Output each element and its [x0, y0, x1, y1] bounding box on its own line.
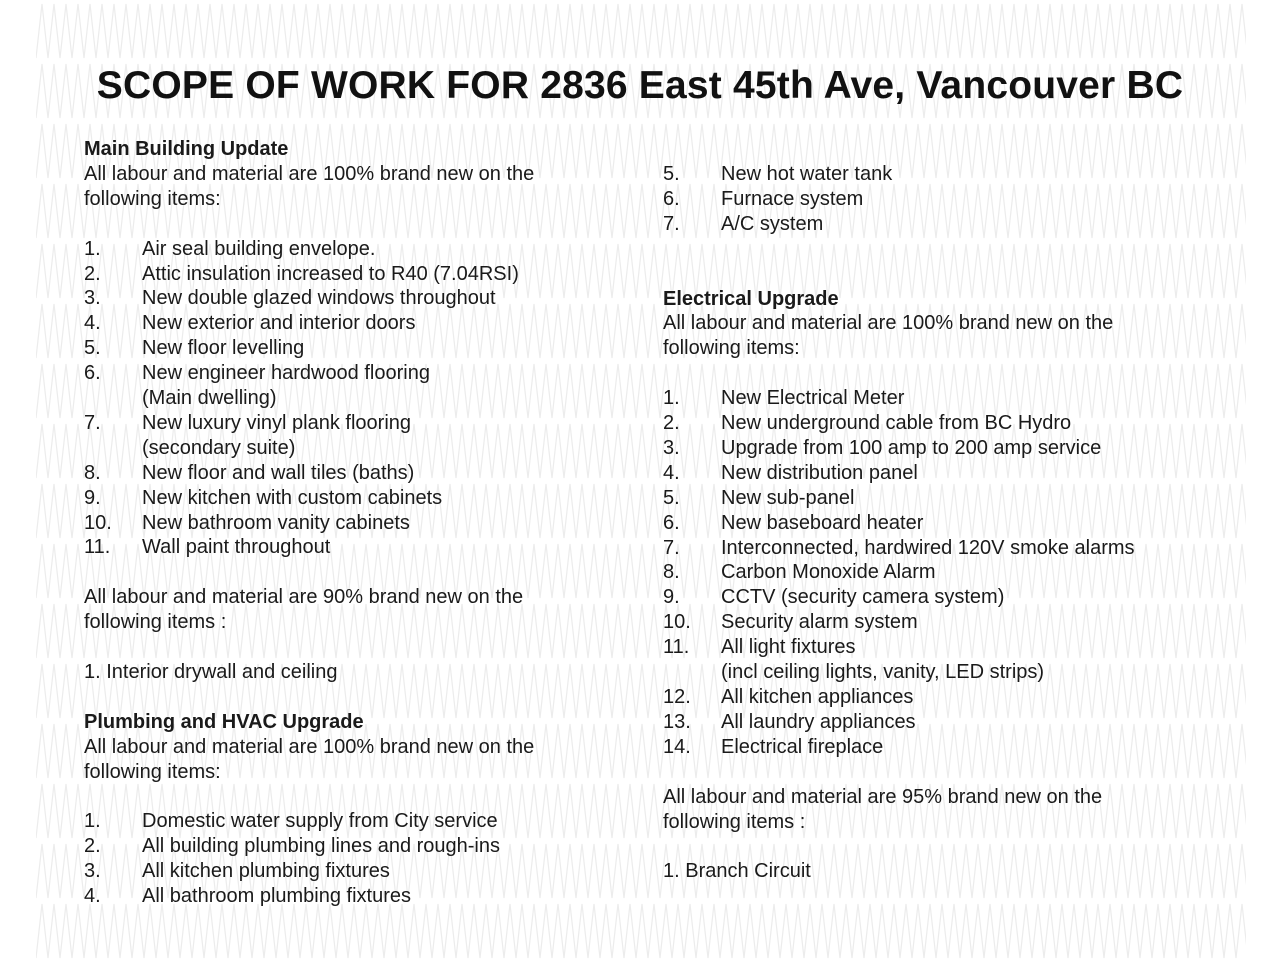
main-building-intro-line2: following items:	[84, 187, 221, 210]
electrical-items	[663, 386, 1253, 760]
list-item: 7. New luxury vinyl plank flooring (secondary suite)	[84, 411, 412, 459]
list-item: 3. New double glazed windows throughout	[84, 287, 496, 310]
list-item: 10. New bathroom vanity cabinets	[84, 511, 410, 534]
list-item: 12. All kitchen appliances	[663, 686, 914, 708]
list-item: 11. All light fixtures (incl ceiling lights, vanity, LED strips)	[663, 636, 1045, 684]
list-item: 8. New floor and wall tiles (baths)	[84, 461, 415, 484]
plumbing-intro-line2: following items:	[84, 760, 221, 783]
list-item: 8. Carbon Monoxide Alarm	[663, 561, 936, 584]
plumbing-heading: Plumbing and HVAC Upgrade	[84, 710, 364, 733]
electrical-heading: Electrical Upgrade	[663, 287, 839, 310]
list-item: 1. Air seal building envelope.	[84, 237, 376, 260]
left-column	[84, 137, 634, 909]
list-item: 3. Upgrade from 100 amp to 200 amp service	[663, 436, 1102, 459]
main-building-items	[84, 237, 634, 561]
list-item: 2. All building plumbing lines and rough-ins	[84, 835, 500, 858]
list-item: 9. New kitchen with custom cabinets	[84, 486, 443, 509]
main-building-partial-line1: All labour and material are 90% brand new on the	[84, 586, 524, 609]
main-building-intro-line1: All labour and material are 100% brand new on the	[84, 162, 535, 185]
list-item: 14. Electrical fireplace	[663, 735, 884, 758]
electrical-partial-line2: following items :	[663, 810, 806, 833]
list-item: 11. Wall paint throughout	[84, 536, 331, 559]
list-item: 4. All bathroom plumbing fixtures	[84, 885, 412, 908]
electrical-intro-line2: following items:	[663, 337, 800, 360]
list-item: 4. New exterior and interior doors	[84, 312, 416, 335]
electrical-intro-line1: All labour and material are 100% brand new on the	[663, 312, 1114, 335]
main-building-heading: Main Building Update	[84, 138, 289, 160]
list-item: 5. New hot water tank	[663, 163, 893, 185]
electrical-partial-item: 1. Branch Circuit	[663, 860, 811, 883]
list-item: 6. New engineer hardwood flooring (Main dwelling)	[84, 362, 430, 410]
main-building-partial-line2: following items :	[84, 611, 227, 634]
list-item: 7. Interconnected, hardwired 120V smoke alarms	[663, 536, 1135, 559]
plumbing-intro-line1: All labour and material are 100% brand new on the	[84, 735, 535, 758]
page-title: SCOPE OF WORK FOR 2836 East 45th Ave, Vancouver BC	[96, 64, 1184, 107]
list-item: 2. New underground cable from BC Hydro	[663, 412, 1072, 435]
list-item: 5. New sub-panel	[663, 486, 855, 509]
list-item: 5. New floor levelling	[84, 337, 305, 360]
list-item: 9. CCTV (security camera system)	[663, 586, 1005, 609]
list-item: 10. Security alarm system	[663, 611, 918, 634]
list-item: 4. New distribution panel	[663, 461, 918, 484]
list-item: 7. A/C system	[663, 212, 824, 235]
plumbing-items	[84, 809, 634, 909]
list-item: 3. All kitchen plumbing fixtures	[84, 860, 390, 883]
list-item: 1. New Electrical Meter	[663, 387, 905, 410]
plumbing-items-continued	[663, 162, 1253, 237]
electrical-partial-line1: All labour and material are 95% brand new on the	[663, 785, 1103, 808]
list-item: 2. Attic insulation increased to R40 (7.04RSI)	[84, 262, 519, 285]
list-item: 13. All laundry appliances	[663, 710, 916, 733]
list-item: 6. Furnace system	[663, 187, 864, 210]
list-item: 1. Domestic water supply from City service	[84, 810, 498, 833]
list-item: 6. New baseboard heater	[663, 511, 924, 534]
main-building-partial-item: 1. Interior drywall and ceiling	[84, 660, 338, 683]
right-column	[663, 162, 1253, 884]
